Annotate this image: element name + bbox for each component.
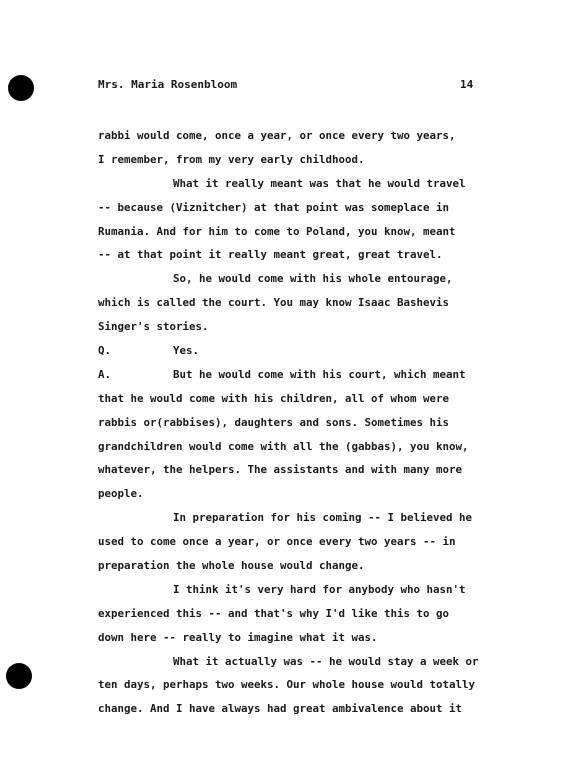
text-line: Rumania. And for him to come to Poland, you know, meant bbox=[98, 224, 456, 238]
text-line: rabbis or(rabbises), daughters and sons. Sometimes his bbox=[98, 415, 450, 429]
text-line: So, he would come with his whole entourage, bbox=[173, 272, 453, 286]
text-line: I remember, from my very early childhood. bbox=[98, 152, 365, 166]
answer-line: A. But he would come with his court, which meant bbox=[98, 363, 518, 387]
text-line: -- at that point it really meant great, great travel. bbox=[98, 248, 443, 262]
text-line: Singer's stories. bbox=[98, 320, 209, 334]
interviewee-name: Mrs. Maria Rosenbloom bbox=[98, 78, 238, 91]
page-number: 14 bbox=[460, 78, 474, 91]
text-line: that he would come with his children, all of whom were bbox=[98, 391, 450, 405]
text-line: used to come once a year, or once every two years -- in bbox=[98, 535, 456, 549]
text-line: which is called the court. You may know Isaac Bashevis bbox=[98, 296, 450, 310]
text-line: In preparation for his coming -- I believed he bbox=[173, 511, 473, 525]
text-line: -- because (Viznitcher) at that point was someplace in bbox=[98, 200, 450, 214]
text-line: rabbi would come, once a year, or once every two years, bbox=[98, 129, 456, 142]
text-line: What it really meant was that he would travel bbox=[173, 176, 466, 190]
text-line: preparation the whole house would change. bbox=[98, 559, 365, 573]
speaker-label-q: Q. bbox=[98, 344, 112, 358]
punch-hole-bottom bbox=[6, 663, 32, 689]
text-line: experienced this -- and that's why I'd like this to go bbox=[98, 606, 450, 620]
page-header bbox=[98, 78, 498, 96]
speaker-label-a: A. bbox=[98, 367, 112, 381]
text-line: I think it's very hard for anybody who hasn't bbox=[173, 582, 466, 596]
text-line: people. bbox=[98, 487, 144, 501]
text-line: change. And I have always had great ambivalence about it bbox=[98, 702, 463, 716]
transcript-body bbox=[98, 124, 518, 721]
text-line: What it actually was -- he would stay a week or bbox=[173, 654, 479, 668]
text-line: down here -- really to imagine what it was. bbox=[98, 630, 378, 644]
text-line: grandchildren would come with all the (gabbas), you know, bbox=[98, 439, 469, 453]
punch-hole-top bbox=[8, 75, 34, 101]
text-line: whatever, the helpers. The assistants and with many more bbox=[98, 463, 463, 477]
question-line: Q. Yes. bbox=[98, 339, 518, 363]
text-line: ten days, perhaps two weeks. Our whole house would totally bbox=[98, 678, 476, 692]
